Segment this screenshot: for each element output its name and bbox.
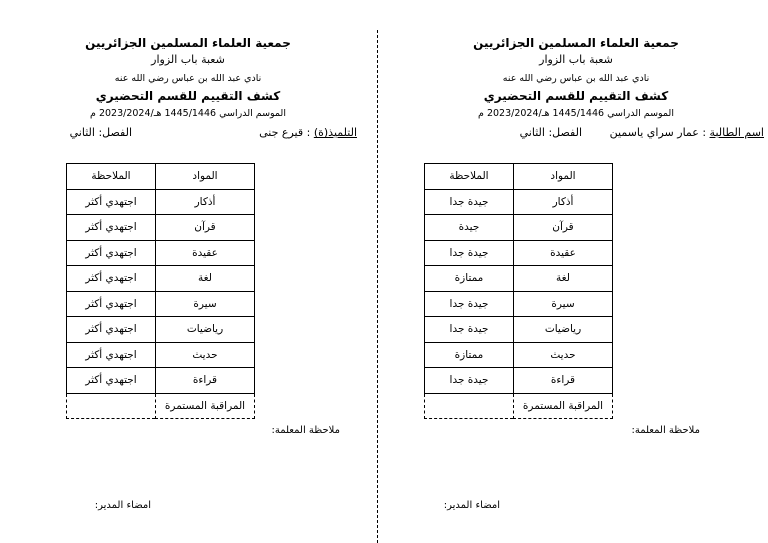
note-cell: اجتهدي أكثر (67, 266, 156, 292)
subject-cell: قراءة (514, 368, 613, 394)
note-cell: اجتهدي أكثر (67, 215, 156, 241)
report-title: كشف التقييم للقسم التحضيري (483, 89, 669, 103)
note-cell: اجتهدي أكثر (67, 342, 156, 368)
subject-cell: حديث (514, 342, 613, 368)
note-header: الملاحظة (425, 164, 514, 190)
cut-line-divider (377, 30, 378, 543)
continuous-assessment-row (67, 393, 255, 419)
note-cell: جيدة جدا (425, 368, 514, 394)
director-signature-label: امضاء المدير: (94, 500, 151, 511)
subject-cell: سيرة (156, 291, 255, 317)
note-cell: جيدة جدا (425, 291, 514, 317)
table-row (67, 266, 255, 292)
subject-cell: عقيدة (514, 240, 613, 266)
branch-name: شعبة باب الزوار (151, 53, 225, 66)
table-header-row (67, 164, 255, 190)
note-cell: ممتازة (425, 342, 514, 368)
subject-cell: لغة (156, 266, 255, 292)
subject-cell: قرآن (156, 215, 255, 241)
branch-name: شعبة باب الزوار (539, 53, 613, 66)
org-name: جمعية العلماء المسلمين الجزائريين (85, 36, 291, 50)
student-label: اسم الطالبة (709, 126, 764, 139)
subject-cell: أذكار (156, 189, 255, 215)
term: الفصل: الثاني (69, 126, 132, 139)
subject-cell: حديث (156, 342, 255, 368)
student-name: : قيرع جنى (259, 126, 314, 139)
note-cell: جيدة جدا (425, 240, 514, 266)
subject-cell: عقيدة (156, 240, 255, 266)
table-row (425, 215, 613, 241)
continuous-assessment-row (425, 393, 613, 419)
student-line (259, 126, 357, 139)
club-name: نادي عبد الله بن عباس رضي الله عنه (502, 73, 650, 84)
subject-cell: لغة (514, 266, 613, 292)
grades-table (66, 163, 255, 419)
subject-cell: سيرة (514, 291, 613, 317)
table-row (425, 291, 613, 317)
subject-cell: قراءة (156, 368, 255, 394)
subject-header: المواد (514, 164, 613, 190)
table-row (67, 189, 255, 215)
table-row (67, 215, 255, 241)
subject-cell: قرآن (514, 215, 613, 241)
note-cell: اجتهدي أكثر (67, 189, 156, 215)
table-header-row (425, 164, 613, 190)
student-name: : عمار سراي ياسمين (609, 126, 710, 139)
continuous-assessment-value (67, 393, 156, 419)
subject-cell: رياضيات (514, 317, 613, 343)
table-row (425, 342, 613, 368)
table-row (67, 317, 255, 343)
club-name: نادي عبد الله بن عباس رضي الله عنه (114, 73, 262, 84)
subject-cell: أذكار (514, 189, 613, 215)
org-name: جمعية العلماء المسلمين الجزائريين (473, 36, 679, 50)
report-title: كشف التقييم للقسم التحضيري (95, 89, 281, 103)
report-card-right (384, 0, 768, 543)
note-cell: جيدة جدا (425, 189, 514, 215)
table-row (425, 317, 613, 343)
student-line (610, 126, 764, 139)
table-row (67, 240, 255, 266)
table-row (425, 189, 613, 215)
teacher-note-label: ملاحظة المعلمة: (631, 425, 700, 436)
note-cell: جيدة جدا (425, 317, 514, 343)
term: الفصل: الثاني (519, 126, 582, 139)
table-row (425, 368, 613, 394)
note-cell: اجتهدي أكثر (67, 317, 156, 343)
note-cell: اجتهدي أكثر (67, 291, 156, 317)
continuous-assessment-label: المراقبة المستمرة (514, 393, 613, 419)
subject-header: المواد (156, 164, 255, 190)
note-cell: اجتهدي أكثر (67, 240, 156, 266)
continuous-assessment-value (425, 393, 514, 419)
table-row (67, 291, 255, 317)
note-cell: اجتهدي أكثر (67, 368, 156, 394)
subject-cell: رياضيات (156, 317, 255, 343)
student-label: التلميذ(ة) (313, 126, 357, 139)
table-row (67, 368, 255, 394)
note-cell: ممتازة (425, 266, 514, 292)
school-season: الموسم الدراسي 1445/1446 هـ/2023/2024 م (90, 108, 286, 119)
table-row (425, 266, 613, 292)
director-signature-label: امضاء المدير: (443, 500, 500, 511)
table-row (425, 240, 613, 266)
teacher-note-label: ملاحظة المعلمة: (271, 425, 340, 436)
note-header: الملاحظة (67, 164, 156, 190)
continuous-assessment-label: المراقبة المستمرة (156, 393, 255, 419)
grades-table (424, 163, 613, 419)
note-cell: جيدة (425, 215, 514, 241)
school-season: الموسم الدراسي 1445/1446 هـ/2023/2024 م (478, 108, 674, 119)
table-row (67, 342, 255, 368)
